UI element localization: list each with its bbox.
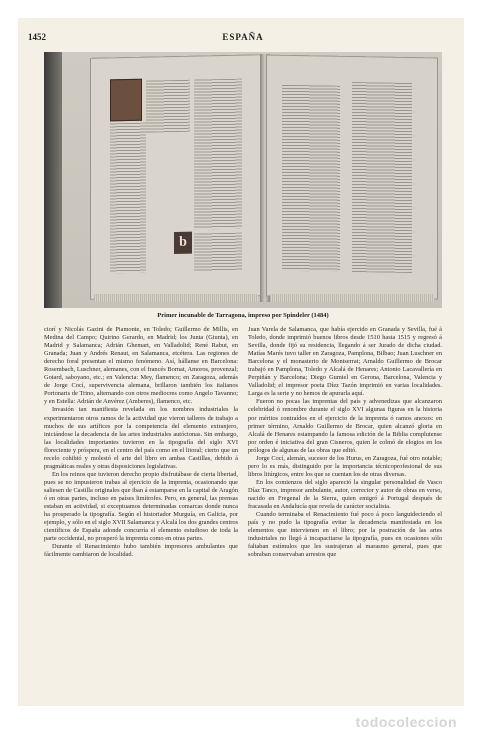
illuminated-initial: [110, 79, 142, 122]
paragraph: En los comienzos del siglo apareció la singular personalidad de Vasco Díaz Tanco, impresor ambulante, autor, corrector y autor de obras en verso, nacido en Fregenal de la Sierra, quien emigró á Portugal después de fracasada en Andalucía que revela de carácter socialista.: [248, 478, 442, 511]
page-number: 1452: [28, 32, 46, 42]
text-block: [352, 82, 412, 273]
text-block: [194, 79, 242, 230]
text-block: [282, 85, 340, 272]
paragraph: ciorí y Nicolás Gazini de Piamonte, en Toledo; Guillermo de Millis, en Medina del Campo; Quirino Gerardo, en Madrid; los Junta (Giunta), en Madrid y Salamanca; Adrián Ghemart, en Valladolid; René Rabut, en Granada; Juan y Andrés Renaut, en Salamanca, etcétera. Las regiones de derecho foral presentan el mismo fenómeno. Así, hállanse en Barcelona: Rosembach, Luschner, alemanes, con el francés Bornat, Amoros, provenzal; Gotard, saboyano, etc.; en Valencia: Mey, flamenco; en Zaragoza, además de Jorge Cocí, supervivencia alemana, brillaron también los italianos Portonaris de Trino, alternando con otros mediocres como Angelo Tavanno; y en Estella: Adrián de Anvérez (Amberes), flamenco, etc.: [44, 326, 238, 406]
paragraph: Durante el Renacimiento hubo también impresores ambulantes que fácilmente cambiaron de localidad.: [44, 543, 238, 559]
body-text: [44, 326, 442, 704]
running-head: ESPAÑA: [222, 32, 264, 42]
book-photograph: [44, 52, 442, 308]
text-block: [110, 123, 146, 274]
text-block: [194, 233, 242, 272]
text-column-left: [44, 326, 238, 704]
text-column-right: [248, 326, 442, 704]
paragraph: Juan Varela de Salamanca, que había ejercido en Granada y Sevilla, fué á Toledo, donde imprimió buenos libros desde 1510 hasta 1515 y regresó á Sevilla, donde fijó su residencia, llegando á ser Jurado de dicha ciudad. Matías Marés tuvo taller en Zaragoza, Pamplona, Bilbao; Juan Luschner en Barcelona y el monasterio de Montserrat; Arnaldo Guillermo de Brocar trabajó en Pamplona, Toledo y Alcalá de Henares; Antonio Lacavallería en Perpiñán y Barcelona; Diego Gumiel en Gerona, Barcelona, Valencia y Valladolid; el impresor poeta Díez Tazón imprimió en varias localidades. Larga es la serie y no hemos de apurarla aquí.: [248, 326, 442, 398]
text-block: [146, 80, 190, 133]
paragraph: En los reinos que tuvieron derecho propio disfrutábase de cierta libertad, pues se no impusieron trabas al ejercicio de la imprenta, ocasionando que saliesen de Castilla originales que iban á estamparse en la capital de Aragón ó en otras partes, incluso en países limítrofes. Pero, en general, las prensas estaban en actividad, si exceptuamos determinadas comarcas donde nunca ha prosperado la tipografía. Según el historiador Murguía, en Galicia, por ejemplo, y sólo en el siglo XVII Salamanca y Alcalá los dos grandes centros científicos de España adonde concurría el elemento estudioso de toda la parte occidental, no prosperó la imprenta como en otras partes.: [44, 470, 238, 543]
paragraph: Jorge Cocí, alemán, sucesor de los Hurus, en Zaragoza, fué otro notable; pero lo es más, distinguido por la importancia técnicoprofesional de sus libros litúrgicos, entre los que se cuentan los de otras diversas.: [248, 454, 442, 478]
page-edges: [94, 294, 258, 302]
open-book-image: [90, 56, 438, 302]
figure-caption: Primer incunable de Tarragona, impreso por Spindeler (1484): [157, 312, 329, 319]
paragraph: Cuando terminaba el Renacimiento fué poco á poco languideciendo el país y no pudo la tipografía evitar la decadencia manifestada en los elementos que intervienen en el libro; por la postración de las artes industriales no llegó á incapacitarse la tipografía, pues en ocasiones sólo faltaban estímulos que les sustrajeran al marasmo general, pues que sobraban conservaban arrestos que: [248, 511, 442, 559]
page-header: [28, 32, 458, 46]
photo-background: [44, 52, 62, 308]
page-edges: [270, 294, 434, 302]
watermark-text: todocoleccion: [355, 714, 457, 730]
decorated-initial: b: [174, 232, 192, 254]
watermark-logo: [356, 714, 457, 730]
paragraph: Invasión tan manifiesta revelada en los nombres industriales la experimentaron otros ramos de la actividad que vieron talleres de trabajo a muchos de sus artífices por la competencia del elemento extranjero, iniciándose la decadencia de las artes industriales autóctonas. Sin embargo, las localidades importantes tuvieron en la tipografía del siglo XVI floreciente y próspera, en el centro del país como en el litoral; cierto que un recelo cohibió y molestó el arte del libro en ambas Castillas, debido á pragmáticas reales y otras disposiciones legislativas.: [44, 406, 238, 470]
paragraph: Fueron no pocas las imprentas del país y advenedizas que alcanzaron celebridad ó renombre durante el siglo XVI algunas figuras en la historia por méritos contraídos en el ejercicio de la imprenta ó ramos anexos: en primer término, Arnaldo Guillermo de Brocar, quien alcanzó gloria en Alcalá de Henares estampando la famosa edición de la Biblia complutense por orden é iniciativa del gran Cisneros, quien le colmó de elogios en los prólogos de algunas de las obras que editó.: [248, 398, 442, 454]
left-book-page: [90, 54, 262, 300]
right-book-page: [266, 54, 438, 299]
